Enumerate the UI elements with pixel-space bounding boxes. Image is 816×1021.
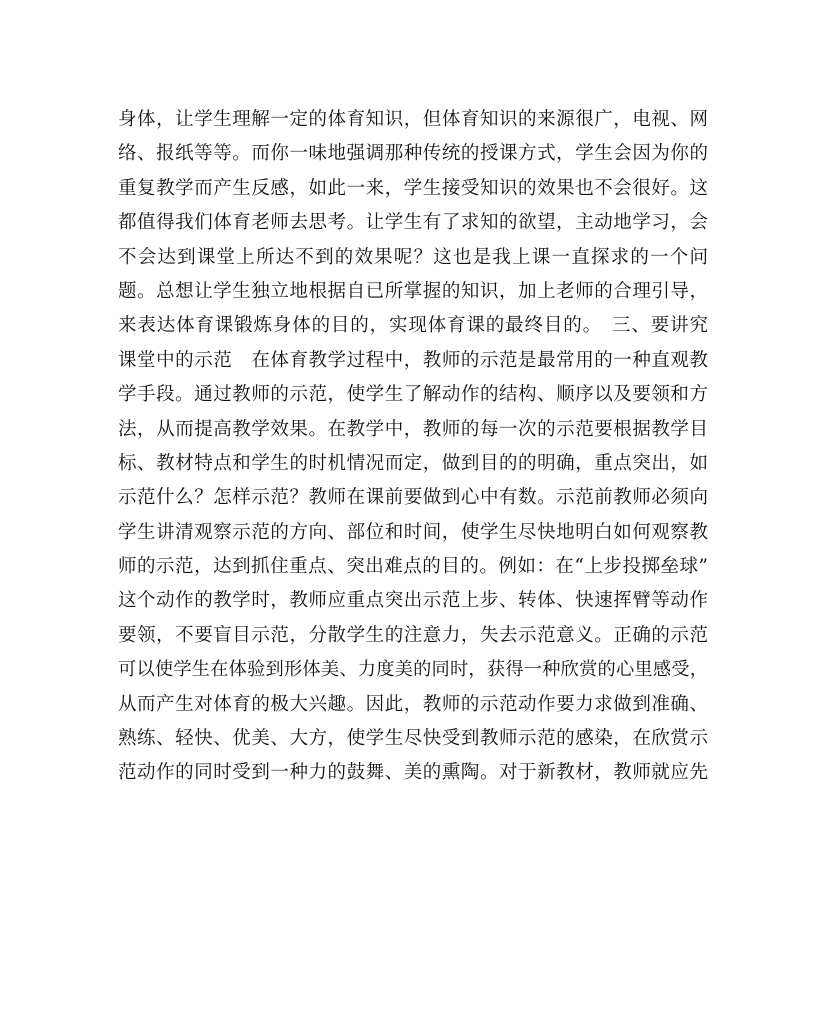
text-line: 熟练、轻快、优美、大方，使学生尽快受到教师示范的感染，在欣赏示 [118,728,708,750]
text-line: 络、报纸等等。而你一味地强调那种传统的授课方式，学生会因为你的 [118,143,708,165]
body-paragraph [118,103,708,791]
text-line: 范动作的同时受到一种力的鼓舞、美的熏陶。对于新教材，教师就应先 [118,762,708,784]
text-line: 来表达体育课锻炼身体的目的，实现体育课的最终目的。 三、要讲究 [118,315,708,337]
text-line: 课堂中的示范 在体育教学过程中，教师的示范是最常用的一种直观教 [118,349,708,371]
text-line: 重复教学而产生反感，如此一来，学生接受知识的效果也不会很好。这 [118,177,708,199]
text-line: 可以使学生在体验到形体美、力度美的同时，获得一种欣赏的心里感受， [118,659,708,681]
text-line: 从而产生对体育的极大兴趣。因此，教师的示范动作要力求做到准确、 [118,693,708,715]
text-line: 不会达到课堂上所达不到的效果呢？这也是我上课一直探求的一个问 [118,246,708,268]
text-line: 学手段。通过教师的示范，使学生了解动作的结构、顺序以及要领和方 [118,384,708,406]
text-line: 师的示范，达到抓住重点、突出难点的目的。例如：在“上步投掷垒球” [118,556,708,578]
text-line: 学生讲清观察示范的方向、部位和时间，使学生尽快地明白如何观察教 [118,521,708,543]
text-line: 都值得我们体育老师去思考。让学生有了求知的欲望，主动地学习，会 [118,212,708,234]
text-line: 标、教材特点和学生的时机情况而定，做到目的的明确，重点突出，如 [118,452,708,474]
text-line: 身体，让学生理解一定的体育知识，但体育知识的来源很广，电视、网 [118,109,708,130]
text-line: 示范什么？怎样示范？教师在课前要做到心中有数。示范前教师必须向 [118,487,708,509]
text-line: 题。总想让学生独立地根据自已所掌握的知识，加上老师的合理引导， [118,280,708,302]
text-line: 法，从而提高教学效果。在教学中，教师的每一次的示范要根据教学目 [118,418,708,440]
text-line: 这个动作的教学时，教师应重点突出示范上步、转体、快速挥臂等动作 [118,590,708,612]
text-line: 要领，不要盲目示范，分散学生的注意力，失去示范意义。正确的示范 [118,624,708,646]
